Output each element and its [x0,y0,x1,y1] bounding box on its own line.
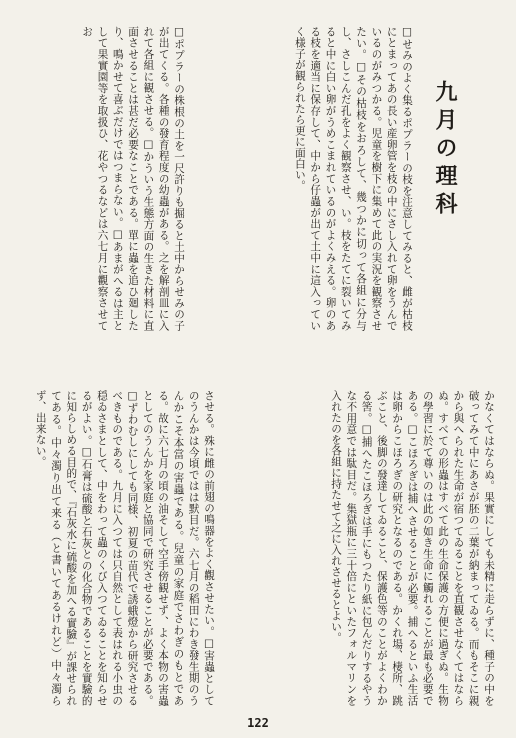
page-title: 九月の理科 [432,80,458,220]
text-column-lower-right [228,390,496,706]
text-column-upper-left [20,26,186,331]
page-number: 122 [247,716,269,730]
text-column-upper-right [154,26,414,331]
section-divider [10,348,504,349]
paragraph: □ポプラーの株根の土を一尺許りも掘ると土中からせみの子が出てくる。各種の發育程度の幼蟲がある。之を解剖皿に入れて各組に観させる。□かういう生態方面の生きた材料に直面させることは甚だ必要なことである。單に蟲を追ひ廻したり、鳴かせて喜ぶだけではつまらない。□あまがへるは主として果實園等を取扱ひ、花やつるなどは六七月に觀察させてお [81,26,185,331]
text-column-lower-left [20,390,216,706]
paragraph: かなくてはならぬ。果實にしても未精に走らずに、種子の中を破ってみて中にあさが胚の二葉が納まってゐる。而もそこに親から與へられた生命が宿つてゐることを直観させなくてはならぬ。すべての形蟲はすべて此の生命保護の方便に過ぎぬ。生物の學習に於て尊いのは此の如き生命に觸れることが最も必要である。□こほろぎは捕へさせることが必要。捕へるといふ生活は卵からこほろぎの研究となるのである。かくれ場、棲所、跳ぶこと、後脚の發達してゐること、保護色等のことがよくわかる筈。□捕へたこほろぎは手にもつたり紙に包んだりするやうな不用意では駄目だ。集獄瓶に三十倍にといたフォルマリンを入れたのを各組に持たせて之に入れさせるとよい。 [330,390,495,706]
paragraph: させる。殊に雌の前翅の鳴器をよく觀させたい。□害蟲としてのうんかは今頃ではは默目だ。六七月の稻田にわき發生期のうんかこそ本當の害蟲である。兒童の家庭でさわぎのもとである。故に六七月の頃の油そして空手傍観せず、よく本物の害蟲としてのうんかを家庭と協同で研究させることが必要である。□ずわむしにしても同様、初夏の苗代で誘蛾燈から研究させるべきものである。九月に入つては只自然として表はれる小虫の穏ゐさまとして、中をわって蟲のくび入つてゐることを知らせるがよい。□石膏は硫酸と石灰との化合物であることを實驗的に知らしめる目的で、『石灰水に硫酸を加へる實驗』が課せられてある。中々濁り出て来る（と書いてあるけれど）中々濁らず、出来ない。 [34,390,215,706]
paragraph: □せみのよく集るポプラーの枝を注意してみると、雌が枯枝にとまってあの長い産卵管を枝の中にさし入れて卵をうんでいるのがみつかる。児童を樹下に集めて此の実況を観察させたい。□その枯枝をおろして、幾つかに切って各組に分与し、さしこんだ孔をよく観察させ、い。枝をたてに裂いてみると中に白い卵がうめこまれているのがよくみえる。卵のある枝を適当に保存して、中から仔蟲が出て土中に這入っていく様子が観られたら更に面白い。 [293,26,413,331]
